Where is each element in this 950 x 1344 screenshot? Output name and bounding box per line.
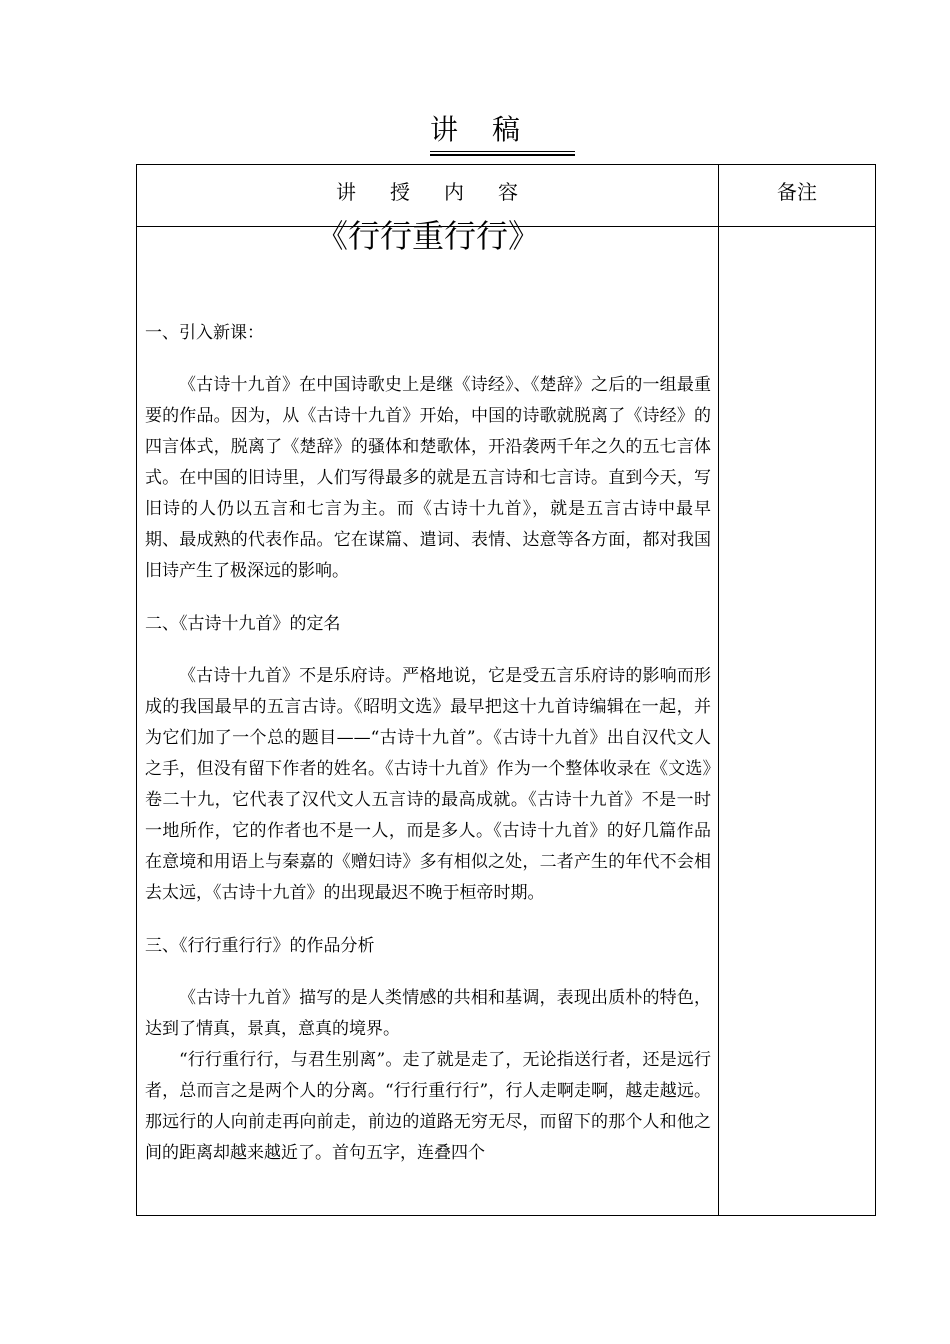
lecture-content (145, 214, 711, 1169)
paragraph: “行行重行行，与君生别离”。走了就是走了，无论指送行者，还是远行者，总而言之是两个人的分离。“行行重行行”，行人走啊走啊，越走越远。那远行的人向前走再向前走，前边的道路无穷无尽，而留下的那个人和他之间的距离却越来越近了。首句五字，连叠四个 (145, 1050, 711, 1163)
section-heading-intro: 一、引入新课： (145, 323, 264, 343)
section-heading-naming: 二、《古诗十九首》的定名 (145, 614, 341, 634)
column-divider (718, 164, 719, 1216)
section-heading-analysis: 三、《行行重行行》的作品分析 (145, 936, 375, 956)
title-underline-thick (430, 154, 575, 156)
paragraph: 《古诗十九首》不是乐府诗。严格地说，它是受五言乐府诗的影响而形成的我国最早的五言古诗。《昭明文选》最早把这十九首诗编辑在一起，并为它们加了一个总的题目——“古诗十九首”。《古诗十九首》出自汉代文人之手，但没有留下作者的姓名。《古诗十九首》作为一个整体收录在《文选》卷二十九，它代表了汉代文人五言诗的最高成就。《古诗十九首》不是一时一地所作，它的作者也不是一人，而是多人。《古诗十九首》的好几篇作品在意境和用语上与秦嘉的《赠妇诗》多有相似之处，二者产生的年代不会相去太远，《古诗十九首》的出现最迟不晚于桓帝时期。 (145, 666, 711, 903)
paragraph: 《古诗十九首》在中国诗歌史上是继《诗经》、《楚辞》之后的一组最重要的作品。因为，从《古诗十九首》开始，中国的诗歌就脱离了《诗经》的四言体式，脱离了《楚辞》的骚体和楚歌体，开沿袭两千年之久的五七言体式。在中国的旧诗里，人们写得最多的就是五言诗和七言诗。直到今天，写旧诗的人仍以五言和七言为主。而《古诗十九首》，就是五言古诗中最早期、最成熟的代表作品。它在谋篇、遣词、表情、达意等各方面，都对我国旧诗产生了极深远的影响。 (145, 375, 711, 581)
title-underline (430, 151, 575, 152)
page-title: 讲稿 (429, 113, 554, 146)
header-remarks: 备注 (777, 180, 817, 204)
header-lecture-content: 讲授内容 (336, 180, 552, 204)
paragraph: 《古诗十九首》描写的是人类情感的共相和基调，表现出质朴的特色，达到了情真，景真，意真的境界。 (145, 988, 711, 1039)
lesson-title: 《行行重行行》 (315, 217, 540, 255)
